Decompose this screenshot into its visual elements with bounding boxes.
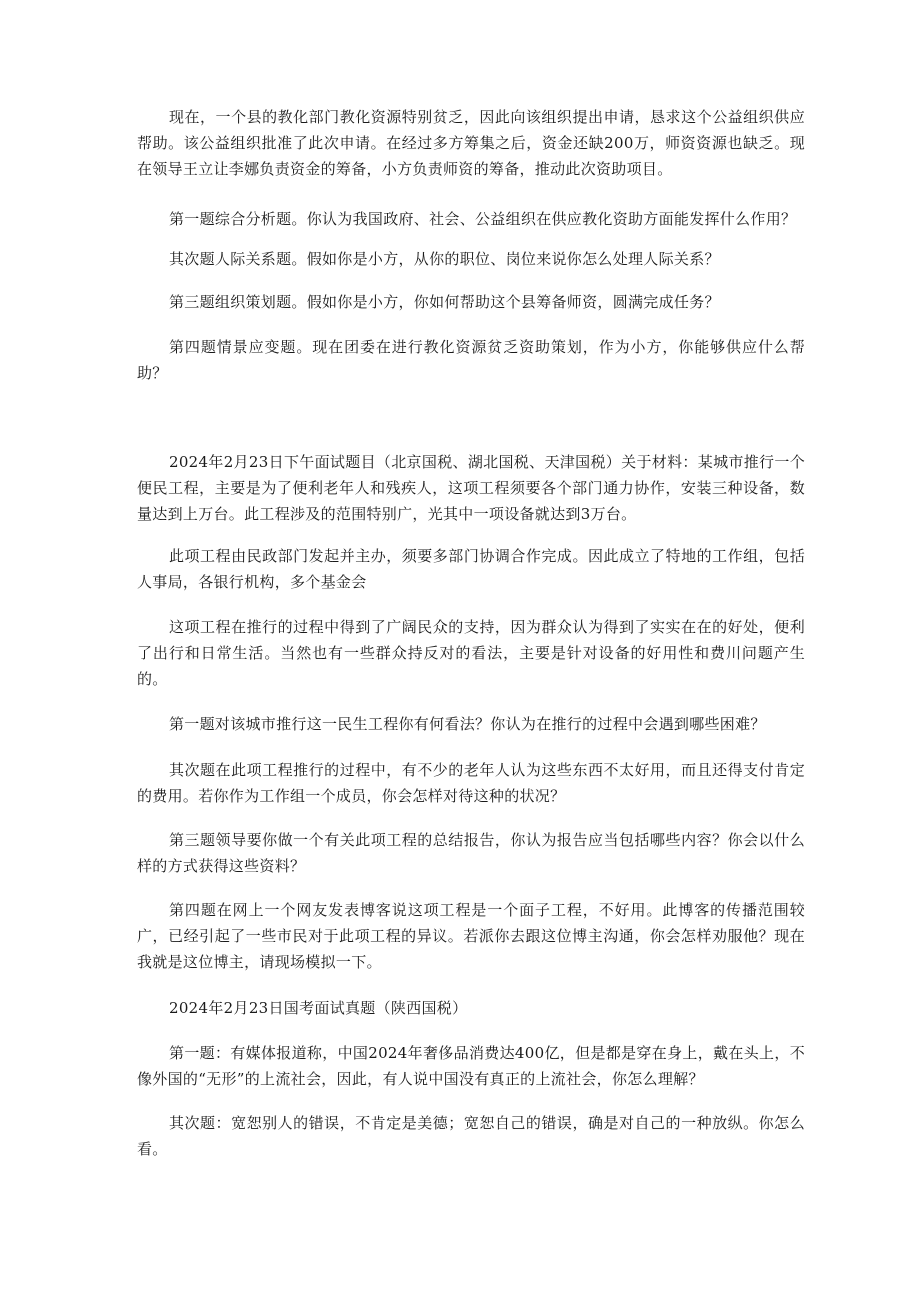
- section2-question-4: 第四题在网上一个网友发表博客说这项工程是一个面子工程，不好用。此博客的传播范围较广，已经引起了一些市民对于此项工程的异议。若派你去跟这位博主沟通，你会怎样劝服他？现在我就是这位博主，请现场模拟一下。: [137, 901, 805, 971]
- section3-heading: 2024年2月23日国考面试真题（陕西国税）: [169, 999, 468, 1017]
- section2-paragraph-2: 此项工程由民政部门发起并主办，须要多部门协调合作完成。因此成立了特地的工作组，包括人事局，各银行机构，多个基金会: [137, 547, 805, 591]
- section1-question-2: 其次题人际关系题。假如你是小方，从你的职位、岗位来说你怎么处理人际关系？: [169, 250, 720, 268]
- section1-question-4: 第四题情景应变题。现在团委在进行教化资源贫乏资助策划，作为小方，你能够供应什么帮助？: [137, 338, 805, 382]
- section2-paragraph-3: 这项工程在推行的过程中得到了广阔民众的支持，因为群众认为得到了实实在在的好处，便利了出行和日常生活。当然也有一些群众持反对的看法，主要是针对设备的好用性和费川问题产生的。: [137, 618, 805, 688]
- section2-intro-paragraph: 2024年2月23日下午面试题目（北京国税、湖北国税、天津国税）关于材料：某城市推行一个便民工程，主要是为了便利老年人和残疾人，这项工程须要各个部门通力协作，安装三种设备，数量达到上万台。此工程涉及的范围特别广，光其中一项设备就达到3万台。: [137, 453, 805, 523]
- section3-question-1: 第一题：有媒体报道称，中国2024年奢侈品消费达400亿，但是都是穿在身上，戴在头上，不像外国的“无形”的上流社会，因此，有人说中国没有真正的上流社会，你怎么理解？: [137, 1044, 805, 1088]
- section1-intro-paragraph: 现在，一个县的教化部门教化资源特别贫乏，因此向该组织提出申请，恳求这个公益组织供应帮助。该公益组织批准了此次申请。在经过多方筹集之后，资金还缺200万，师资资源也缺乏。现在领导王立让李娜负责资金的筹备，小方负责师资的筹备，推动此次资助项目。: [137, 108, 805, 178]
- section3-question-2: 其次题：宽恕别人的错误，不肯定是美德；宽恕自己的错误，确是对自己的一种放纵。你怎么看。: [137, 1114, 805, 1158]
- section1-question-3: 第三题组织策划题。假如你是小方，你如何帮助这个县筹备师资，圆满完成任务？: [169, 293, 720, 311]
- section2-question-3: 第三题领导要你做一个有关此项工程的总结报告，你认为报告应当包括哪些内容？你会以什么样的方式获得这些资料？: [137, 831, 805, 875]
- section2-question-2: 其次题在此项工程推行的过程中，有不少的老年人认为这些东西不太好用，而且还得支付肯定的费用。若你作为工作组一个成员，你会怎样对待这种的状况？: [137, 761, 805, 805]
- section1-question-1: 第一题综合分析题。你认为我国政府、社会、公益组织在供应教化资助方面能发挥什么作用？: [169, 210, 797, 228]
- section2-question-1: 第一题对该城市推行这一民生工程你有何看法？你认为在推行的过程中会遇到哪些困难？: [169, 715, 766, 733]
